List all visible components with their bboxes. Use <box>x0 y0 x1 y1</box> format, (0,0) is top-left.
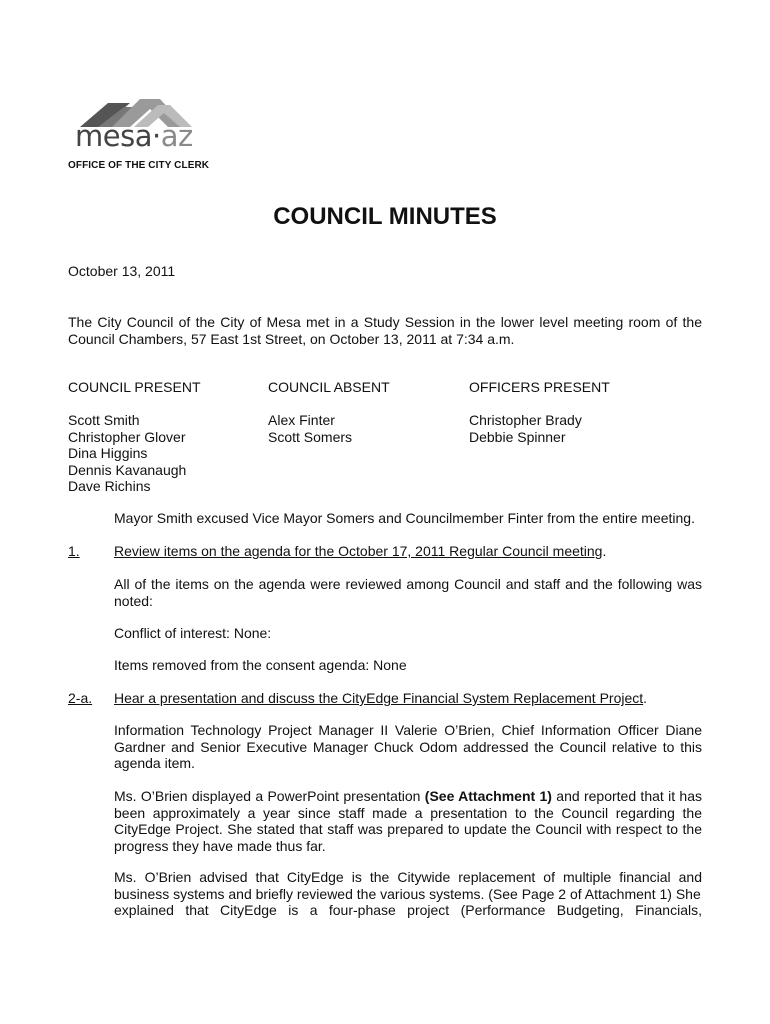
heading-period: . <box>643 690 648 706</box>
item-2a-paragraph-3: Ms. O’Brien advised that CityEdge is the Citywide replacement of multiple financial and business systems and briefly reviewed the various systems. (See Page 2 of Attachment 1) She <box>114 869 702 902</box>
item-1-removed: Items removed from the consent agenda: None <box>114 657 407 673</box>
office-label: OFFICE OF THE CITY CLERK <box>68 160 210 171</box>
list-item: Dina Higgins <box>68 445 148 461</box>
logo-word-mesa: mesa <box>75 119 152 153</box>
list-item: Dave Richins <box>68 478 151 494</box>
excused-statement: Mayor Smith excused Vice Mayor Somers and Councilmember Finter from the entire meeting. <box>114 510 695 526</box>
item-2a-paragraph-1: Information Technology Project Manager II Valerie O’Brien, Chief Information Officer Diane Gardner and Senior Executive Manager Chuck Odom addressed the Council relative to this agenda item. <box>114 722 702 771</box>
list-item: Scott Smith <box>68 412 140 428</box>
item-number: 2-a. <box>68 690 93 706</box>
page-title: COUNCIL MINUTES <box>273 203 497 230</box>
list-item: Dennis Kavanaugh <box>68 461 187 478</box>
item-2a-heading <box>114 690 647 707</box>
item-2a-paragraph-2 <box>114 788 702 854</box>
logo-word-az: az <box>160 119 193 153</box>
list-item: Christopher Glover <box>68 428 186 445</box>
council-absent-list <box>268 412 352 445</box>
item-1-conflict: Conflict of interest: None: <box>114 625 272 641</box>
list-item: Alex Finter <box>268 412 335 428</box>
list-item: Scott Somers <box>268 428 353 445</box>
item-number: 1. <box>68 543 80 559</box>
item-2a-paragraph-3-cont: explained that CityEdge is a four-phase project (Performance Budgeting, Financials, <box>114 902 702 918</box>
intro-paragraph: The City Council of the City of Mesa met in a Study Session in the lower level meeting room of the Council Chambers, 57 East 1st Street, on October 13, 2011 at 7:34 a.m. <box>68 314 702 347</box>
item-1-paragraph: All of the items on the agenda were reviewed among Council and staff and the following was noted: <box>114 576 702 609</box>
council-absent-header: COUNCIL ABSENT <box>268 379 390 395</box>
item-1-heading <box>114 543 606 560</box>
logo-dot: · <box>151 119 161 153</box>
item-1-heading-text: Review items on the agenda for the October 17, 2011 Regular Council meeting <box>114 543 603 559</box>
attachment-reference: (See Attachment 1) <box>424 788 552 804</box>
list-item: Debbie Spinner <box>469 428 566 445</box>
item-2a-heading-text: Hear a presentation and discuss the CityEdge Financial System Replacement Project <box>114 690 644 706</box>
paragraph-text: Ms. O’Brien displayed a PowerPoint presentation <box>114 788 425 804</box>
mesa-az-logo-text <box>75 119 193 153</box>
list-item: Christopher Brady <box>469 412 582 428</box>
paragraph-text: and reported that it has been approximately a year since staff made a presentation to the Council regarding the CityEdge Project. She stated that staff was prepared to update the Council with respect to the progress they have made thus far. <box>114 788 703 854</box>
officers-present-header: OFFICERS PRESENT <box>469 379 610 395</box>
heading-period: . <box>602 543 607 559</box>
officers-present-list <box>469 412 582 445</box>
council-present-header: COUNCIL PRESENT <box>68 379 201 395</box>
meeting-date: October 13, 2011 <box>68 263 176 279</box>
council-present-list <box>68 412 186 495</box>
